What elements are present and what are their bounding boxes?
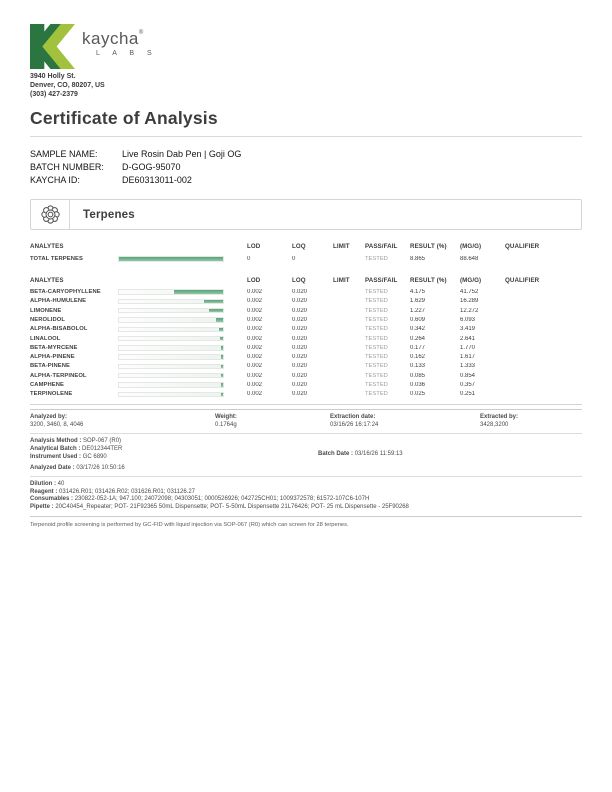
bar-fill <box>119 257 223 261</box>
lod-value: 0.002 <box>247 391 263 398</box>
dilution-line <box>30 481 582 489</box>
bar-track <box>118 373 224 379</box>
result-value: 1.629 <box>410 298 426 305</box>
instrument-value: GC 6890 <box>82 453 107 460</box>
col-result: RESULT (%) <box>410 243 447 251</box>
terpenes-section-header <box>30 199 582 230</box>
kaycha-id-label: KAYCHA ID: <box>30 175 80 186</box>
analyte-bar-cell <box>118 289 247 295</box>
reagent-line <box>30 489 582 497</box>
col-loq: LOQ <box>292 277 306 285</box>
bar-track <box>118 317 224 323</box>
passfail-value: TESTED <box>365 372 388 379</box>
passfail-value: TESTED <box>365 335 388 342</box>
prep-details <box>30 477 582 517</box>
col-lod: LOD <box>247 277 261 285</box>
passfail-value: TESTED <box>365 354 388 361</box>
brand-sub: L A B S <box>96 50 158 57</box>
analysis-meta <box>30 409 582 528</box>
analyte-row <box>30 353 582 362</box>
analyte-table <box>30 277 582 405</box>
passfail-value: TESTED <box>365 326 388 333</box>
col-limit: LIMIT <box>333 243 350 251</box>
lod-value: 0.002 <box>247 372 263 379</box>
loq-value: 0.020 <box>292 372 308 379</box>
analyte-name: ALPHA-PINENE <box>30 354 75 361</box>
analytical-batch-label: Analytical Batch : <box>30 445 81 452</box>
bar-fill <box>221 374 224 378</box>
sample-info <box>30 148 582 187</box>
terpene-rows <box>30 287 582 399</box>
total-terpenes-table <box>30 243 582 264</box>
weight-label: Weight: <box>215 413 237 420</box>
lod-value: 0.002 <box>247 326 263 333</box>
instrument-line <box>30 454 582 462</box>
bar-fill <box>219 328 223 332</box>
analyte-name: BETA-MYRCENE <box>30 344 78 351</box>
analyte-row <box>30 297 582 306</box>
mgg-value: 6.093 <box>460 316 476 323</box>
analyte-bar-cell <box>118 327 247 333</box>
col-passfail: PASS/FAIL <box>365 243 398 251</box>
passfail-value: TESTED <box>365 307 388 314</box>
bar-track <box>118 336 224 342</box>
dilution-label: Dilution : <box>30 480 56 487</box>
result-value: 0.177 <box>410 344 426 351</box>
reagent-value: 031426.R01; 031426.R02; 031626.R01; 031126.27 <box>59 488 196 495</box>
consumables-value: 230822-052-1A; 947.100; 24072098; 04303051; 0000526926; 042725CH01; 1009372578; 61572-107C6-107H <box>74 496 370 503</box>
result-value: 4.175 <box>410 289 426 296</box>
result-value: 0.609 <box>410 316 426 323</box>
result-value: 0.264 <box>410 335 426 342</box>
col-limit: LIMIT <box>333 277 350 285</box>
batch-date-line <box>318 451 403 457</box>
terpene-flower-icon <box>40 204 61 225</box>
analyte-row <box>30 325 582 334</box>
result-value: 0.025 <box>410 391 426 398</box>
bar-fill <box>216 318 223 322</box>
registered-mark: ® <box>138 30 144 36</box>
kaycha-id-value: DE60313011-002 <box>122 175 192 186</box>
bar-track <box>118 299 224 305</box>
passfail-value: TESTED <box>365 255 388 262</box>
mgg-value: 3.419 <box>460 326 476 333</box>
analyte-bar-cell <box>118 317 247 323</box>
col-qualifier: QUALIFIER <box>505 277 540 285</box>
extraction-date <box>330 413 480 429</box>
analyte-row <box>30 380 582 389</box>
mgg-value: 12.272 <box>460 307 479 314</box>
col-loq: LOQ <box>292 243 306 251</box>
lod-value: 0.002 <box>247 363 263 370</box>
analyte-name: TOTAL TERPENES <box>30 255 83 262</box>
lab-phone: (303) 427-2379 <box>30 91 78 99</box>
extraction-date-label: Extraction date: <box>330 413 376 420</box>
analyte-bar-cell <box>118 256 247 262</box>
loq-value: 0.020 <box>292 344 308 351</box>
analyte-bar-cell <box>118 373 247 379</box>
result-value: 0.133 <box>410 363 426 370</box>
passfail-value: TESTED <box>365 298 388 305</box>
loq-value: 0.020 <box>292 307 308 314</box>
analyzed-date-line <box>30 465 582 473</box>
pipette-value: 20C40454_Repeater; POT- 21F92365 50mL Dispensette; POT- 5-50mL Dispensette 21L76426; POT- 25 mL Dispensette - 25F90268 <box>55 503 409 510</box>
analyte-row <box>30 371 582 380</box>
bar-fill <box>204 300 223 304</box>
analyte-bar-cell <box>118 382 247 388</box>
analyte-bar-cell <box>118 308 247 314</box>
mgg-value: 41.752 <box>460 289 479 296</box>
bar-fill <box>221 365 224 369</box>
result-value: 0.085 <box>410 372 426 379</box>
logo-wordmark <box>82 30 157 57</box>
mgg-value: 0.854 <box>460 372 476 379</box>
bar-fill <box>221 346 224 350</box>
weight-value: 0.1764g <box>215 422 237 429</box>
consumables-line <box>30 496 582 504</box>
analyte-name: ALPHA-TERPINEOL <box>30 372 87 379</box>
analyte-bar-cell <box>118 345 247 351</box>
lod-value: 0.002 <box>247 335 263 342</box>
passfail-value: TESTED <box>365 289 388 296</box>
mgg-value: 1.770 <box>460 344 476 351</box>
mgg-value: 2.641 <box>460 335 476 342</box>
bar-fill <box>221 355 224 359</box>
lod-value: 0.002 <box>247 316 263 323</box>
mgg-value: 0.251 <box>460 391 476 398</box>
bar-track <box>118 289 224 295</box>
analyte-bar-cell <box>118 392 247 398</box>
loq-value: 0.020 <box>292 326 308 333</box>
logo-block <box>30 24 582 69</box>
address-line-2: Denver, CO, 80207, US <box>30 82 105 90</box>
pipette-label: Pipette : <box>30 503 54 510</box>
loq-value: 0.020 <box>292 354 308 361</box>
analyzed-by <box>30 413 215 429</box>
passfail-value: TESTED <box>365 382 388 389</box>
mgg-value: 16.289 <box>460 298 479 305</box>
mgg-value: 1.333 <box>460 363 476 370</box>
analyte-name: TERPINOLENE <box>30 391 73 398</box>
loq-value: 0.020 <box>292 298 308 305</box>
total-terpenes-row <box>30 253 582 264</box>
kaycha-id-row <box>30 174 582 187</box>
analyte-name: ALPHA-BISABOLOL <box>30 326 88 333</box>
analyzed-date-label: Analyzed Date : <box>30 464 75 471</box>
loq-value: 0.020 <box>292 391 308 398</box>
bar-track <box>118 256 224 262</box>
batch-date-label: Batch Date : <box>318 451 354 458</box>
screening-note: Terpenoid profile screening is performed by GC-FID with liquid injection via SOP-067 (R0) which can screen for 28 terpenes. <box>30 522 349 529</box>
passfail-value: TESTED <box>365 344 388 351</box>
lod-value: 0.002 <box>247 307 263 314</box>
lod-value: 0.002 <box>247 354 263 361</box>
analyte-bar-cell <box>118 364 247 370</box>
loq-value: 0.020 <box>292 363 308 370</box>
col-passfail: PASS/FAIL <box>365 277 398 285</box>
result-value: 1.227 <box>410 307 426 314</box>
passfail-value: TESTED <box>365 363 388 370</box>
analyte-bar-cell <box>118 336 247 342</box>
bar-track <box>118 392 224 398</box>
bar-fill <box>174 290 223 294</box>
reagent-label: Reagent : <box>30 488 58 495</box>
brand-name: kaycha® <box>82 29 144 48</box>
analysis-method-line <box>30 438 582 446</box>
analytical-batch-line <box>30 446 582 454</box>
batch-number-label: BATCH NUMBER: <box>30 162 104 173</box>
bar-track <box>118 308 224 314</box>
batch-number-value: D-GOG-95070 <box>122 162 181 173</box>
analyte-row <box>30 390 582 399</box>
analyte-row <box>30 362 582 371</box>
loq-value: 0.020 <box>292 335 308 342</box>
title-divider <box>30 136 582 137</box>
mgg-value: 0.357 <box>460 382 476 389</box>
table-header-row <box>30 277 582 287</box>
lod-value: 0.002 <box>247 289 263 296</box>
analysis-method-label: Analysis Method : <box>30 438 82 445</box>
lod-value: 0.002 <box>247 344 263 351</box>
col-qualifier: QUALIFIER <box>505 243 540 251</box>
bar-track <box>118 327 224 333</box>
bar-track <box>118 382 224 388</box>
terpene-icon-cell <box>31 200 70 229</box>
bar-fill <box>209 309 223 313</box>
section-title: Terpenes <box>83 208 135 221</box>
passfail-value: TESTED <box>365 316 388 323</box>
analyte-bar-cell <box>118 354 247 360</box>
analyte-name: ALPHA-HUMULENE <box>30 298 87 305</box>
extracted-by-label: Extracted by: <box>480 413 519 420</box>
extraction-date-value: 03/16/26 16:17:24 <box>330 422 379 429</box>
table-header-row <box>30 243 582 253</box>
analyte-row <box>30 287 582 296</box>
bar-track <box>118 354 224 360</box>
analyte-name: LINALOOL <box>30 335 61 342</box>
result-value: 0.342 <box>410 326 426 333</box>
analytical-batch-value: DE012344TER <box>82 445 123 452</box>
extracted-by <box>480 413 582 429</box>
analysis-method-value: SOP-067 (R0) <box>83 438 122 445</box>
loq-value: 0.020 <box>292 382 308 389</box>
analyte-name: NEROLIDOL <box>30 316 66 323</box>
analyte-name: BETA-CARYOPHYLLENE <box>30 289 101 296</box>
sample-name-label: SAMPLE NAME: <box>30 149 98 160</box>
analyzed-by-value: 3200, 3460, 8, 4046 <box>30 422 84 429</box>
sample-name-row <box>30 148 582 161</box>
sample-name-value: Live Rosin Dab Pen | Goji OG <box>122 149 242 160</box>
weight <box>215 413 330 429</box>
extracted-by-value: 3428,3200 <box>480 422 509 429</box>
loq-value: 0.020 <box>292 289 308 296</box>
analyte-name: LIMONENE <box>30 307 62 314</box>
pipette-line <box>30 504 582 512</box>
mgg-value: 88.648 <box>460 255 479 262</box>
bar-fill <box>220 337 223 341</box>
bar-track <box>118 345 224 351</box>
result-value: 0.036 <box>410 382 426 389</box>
analyte-row <box>30 334 582 343</box>
result-value: 0.162 <box>410 354 426 361</box>
col-mgg: (MG/G) <box>460 277 482 285</box>
bar-track <box>118 364 224 370</box>
lod-value: 0.002 <box>247 298 263 305</box>
loq-value: 0.020 <box>292 316 308 323</box>
consumables-label: Consumables : <box>30 496 74 503</box>
analyte-row <box>30 315 582 324</box>
batch-number-row <box>30 161 582 174</box>
kaycha-logo-icon <box>30 24 75 69</box>
bar-fill <box>221 383 224 387</box>
col-analytes: ANALYTES <box>30 243 64 251</box>
analyzed-by-label: Analyzed by: <box>30 413 68 420</box>
address-line-1: 3940 Holly St. <box>30 73 76 80</box>
instrument-label: Instrument Used : <box>30 453 82 460</box>
result-value: 8.865 <box>410 255 426 262</box>
col-result: RESULT (%) <box>410 277 447 285</box>
analysis-summary-row <box>30 409 582 434</box>
table-bottom-divider <box>30 404 582 405</box>
batch-date-value: 03/16/26 11:59:13 <box>354 451 403 458</box>
lab-address <box>30 72 582 99</box>
analyzed-date-value: 03/17/26 10:50:16 <box>76 464 125 471</box>
analyte-name: CAMPHENE <box>30 382 64 389</box>
col-lod: LOD <box>247 243 261 251</box>
loq-value: 0 <box>292 255 296 262</box>
analyte-bar-cell <box>118 299 247 305</box>
analysis-details <box>30 434 582 477</box>
analyte-name: BETA-PINENE <box>30 363 70 370</box>
lod-value: 0.002 <box>247 382 263 389</box>
bar-fill <box>221 393 224 397</box>
dilution-value: 40 <box>57 480 65 487</box>
analyte-row <box>30 306 582 315</box>
mgg-value: 1.617 <box>460 354 476 361</box>
col-analytes: ANALYTES <box>30 277 64 285</box>
col-mgg: (MG/G) <box>460 243 482 251</box>
analyte-row <box>30 343 582 352</box>
page-title: Certificate of Analysis <box>30 108 218 129</box>
lod-value: 0 <box>247 255 251 262</box>
passfail-value: TESTED <box>365 391 388 398</box>
